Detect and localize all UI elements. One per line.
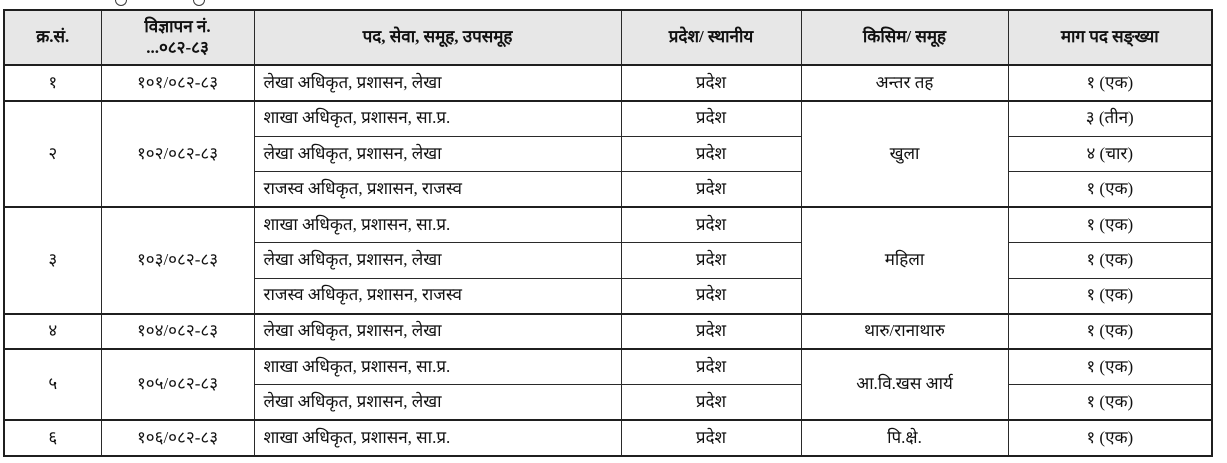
cell-serial: ३: [4, 207, 101, 314]
cell-vacancies: १ (एक): [1008, 65, 1212, 101]
cell-post: राजस्व अधिकृत, प्रशासन, राजस्व: [254, 278, 621, 314]
cell-post: लेखा अधिकृत, प्रशासन, लेखा: [254, 314, 621, 350]
cell-post: शाखा अधिकृत, प्रशासन, सा.प्र.: [254, 349, 621, 385]
column-header-post: पद, सेवा, समूह, उपसमूह: [254, 10, 621, 65]
cell-category: महिला: [801, 207, 1008, 314]
table-row: [4, 420, 1212, 456]
cell-level: प्रदेश: [621, 65, 801, 101]
cell-serial: ५: [4, 349, 101, 420]
cell-serial: १: [4, 65, 101, 101]
cell-vacancies: १ (एक): [1008, 243, 1212, 279]
cell-advt-no: १०१/०८२-८३: [101, 65, 254, 101]
cell-level: प्रदेश: [621, 349, 801, 385]
cell-vacancies: १ (एक): [1008, 420, 1212, 456]
cell-level: प्रदेश: [621, 385, 801, 421]
cell-category: अन्तर तह: [801, 65, 1008, 101]
cell-post: राजस्व अधिकृत, प्रशासन, राजस्व: [254, 172, 621, 208]
table-header-row: [4, 10, 1212, 65]
cropped-text-remnant: [193, 0, 205, 6]
cell-level: प्रदेश: [621, 172, 801, 208]
table-row: [4, 65, 1212, 101]
cell-serial: ६: [4, 420, 101, 456]
cell-category: थारु/रानाथारु: [801, 314, 1008, 350]
cell-post: शाखा अधिकृत, प्रशासन, सा.प्र.: [254, 207, 621, 243]
cell-advt-no: १०२/०८२-८३: [101, 101, 254, 208]
column-header-advt-no-line2: ...०८२-८३: [146, 37, 209, 57]
cell-post: लेखा अधिकृत, प्रशासन, लेखा: [254, 65, 621, 101]
cell-vacancies: १ (एक): [1008, 349, 1212, 385]
cell-level: प्रदेश: [621, 420, 801, 456]
cell-vacancies: १ (एक): [1008, 172, 1212, 208]
cell-advt-no: १०३/०८२-८३: [101, 207, 254, 314]
column-header-advt-no: [101, 10, 254, 65]
cell-category: पि.क्षे.: [801, 420, 1008, 456]
column-header-advt-no-line1: विज्ञापन नं.: [144, 17, 211, 37]
table-row: [4, 101, 1212, 137]
cell-level: प्रदेश: [621, 243, 801, 279]
cell-advt-no: १०४/०८२-८३: [101, 314, 254, 350]
cell-vacancies: १ (एक): [1008, 207, 1212, 243]
vacancy-table: [3, 9, 1213, 457]
cell-serial: ४: [4, 314, 101, 350]
cell-level: प्रदेश: [621, 101, 801, 137]
cropped-text-remnant: [115, 0, 127, 6]
cell-advt-no: १०६/०८२-८३: [101, 420, 254, 456]
table-row: [4, 207, 1212, 243]
table-row: [4, 314, 1212, 350]
cell-vacancies: ३ (तीन): [1008, 101, 1212, 137]
column-header-serial: क्र.सं.: [4, 10, 101, 65]
cell-vacancies: १ (एक): [1008, 314, 1212, 350]
cell-post: शाखा अधिकृत, प्रशासन, सा.प्र.: [254, 420, 621, 456]
cell-level: प्रदेश: [621, 278, 801, 314]
column-header-vacancies: माग पद सङ्ख्या: [1008, 10, 1212, 65]
table-row: [4, 349, 1212, 385]
column-header-level: प्रदेश/ स्थानीय: [621, 10, 801, 65]
column-header-category: किसिम/ समूह: [801, 10, 1008, 65]
cell-post: लेखा अधिकृत, प्रशासन, लेखा: [254, 385, 621, 421]
cell-advt-no: १०५/०८२-८३: [101, 349, 254, 420]
cell-category: आ.वि.खस आर्य: [801, 349, 1008, 420]
cell-post: लेखा अधिकृत, प्रशासन, लेखा: [254, 136, 621, 172]
cell-level: प्रदेश: [621, 136, 801, 172]
cell-vacancies: १ (एक): [1008, 385, 1212, 421]
cell-vacancies: ४ (चार): [1008, 136, 1212, 172]
cell-post: लेखा अधिकृत, प्रशासन, लेखा: [254, 243, 621, 279]
cell-category: खुला: [801, 101, 1008, 208]
cell-vacancies: १ (एक): [1008, 278, 1212, 314]
cell-level: प्रदेश: [621, 314, 801, 350]
cell-serial: २: [4, 101, 101, 208]
cell-post: शाखा अधिकृत, प्रशासन, सा.प्र.: [254, 101, 621, 137]
cell-level: प्रदेश: [621, 207, 801, 243]
